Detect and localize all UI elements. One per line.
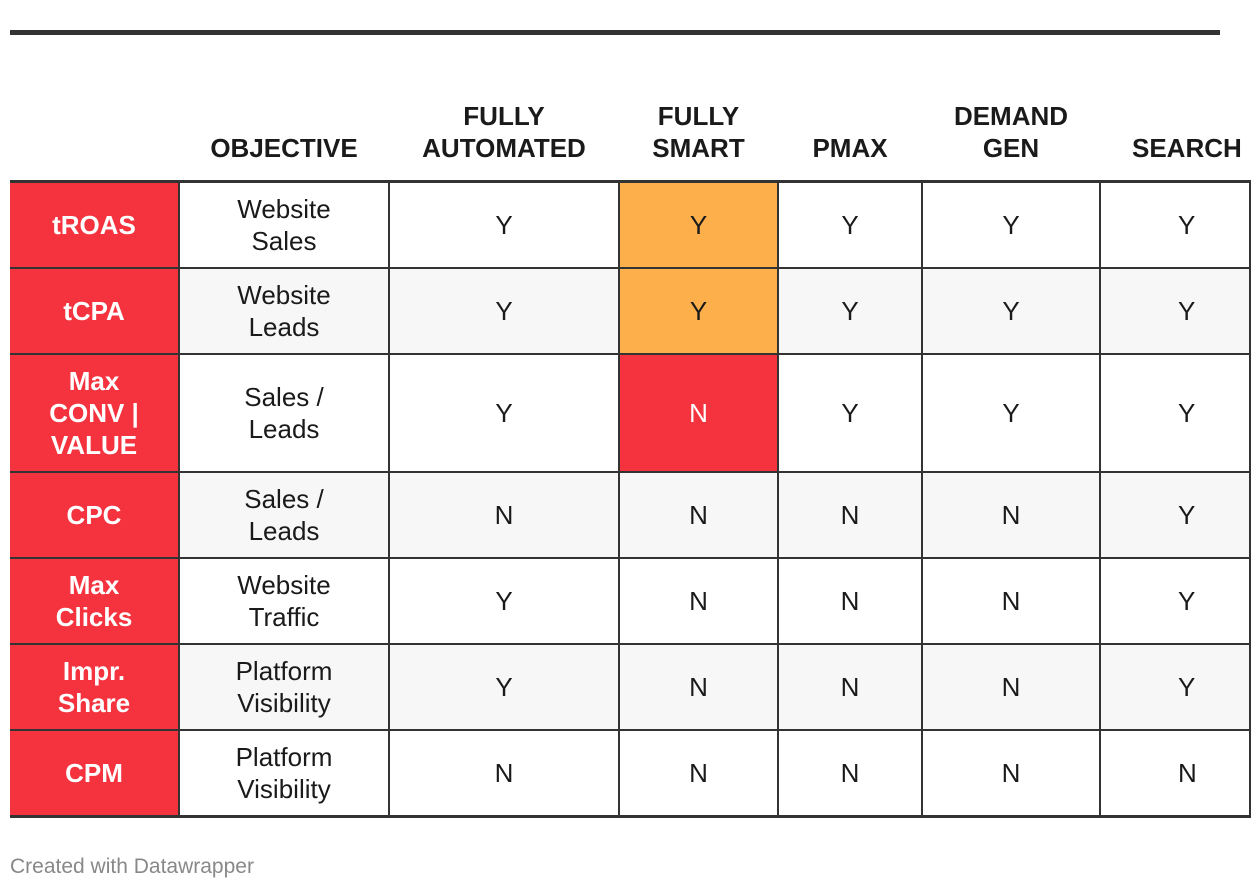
column-header-line: OBJECTIVE bbox=[210, 133, 358, 163]
value-cell: N bbox=[778, 730, 922, 817]
column-header-line: DEMAND bbox=[953, 101, 1069, 131]
column-header-demand-gen[interactable] bbox=[922, 35, 1100, 182]
column-header-fully-smart[interactable] bbox=[619, 35, 778, 182]
objective-cell bbox=[179, 472, 389, 558]
metric-line: CPC bbox=[66, 500, 122, 530]
value-cell: Y bbox=[619, 182, 778, 269]
column-header-line: SEARCH bbox=[1132, 133, 1242, 163]
objective-line: Leads bbox=[248, 414, 320, 444]
metric-line: Max bbox=[68, 570, 120, 600]
table-row bbox=[10, 472, 1250, 558]
metric-cell bbox=[10, 472, 179, 558]
table-row bbox=[10, 268, 1250, 354]
column-header-pmax[interactable] bbox=[778, 35, 922, 182]
objective-line: Website bbox=[237, 280, 331, 310]
objective-line: Leads bbox=[248, 312, 320, 342]
column-header-fully-automated[interactable] bbox=[389, 35, 619, 182]
metric-line: VALUE bbox=[50, 430, 138, 460]
value-cell: Y bbox=[778, 354, 922, 472]
objective-cell bbox=[179, 182, 389, 269]
objective-cell bbox=[179, 558, 389, 644]
value-cell: Y bbox=[619, 268, 778, 354]
objective-cell bbox=[179, 268, 389, 354]
objective-line: Platform bbox=[235, 742, 333, 772]
datawrapper-table-frame bbox=[10, 0, 1242, 892]
objective-line: Sales / bbox=[244, 382, 324, 412]
metric-line: tROAS bbox=[52, 210, 136, 240]
value-cell: Y bbox=[778, 182, 922, 269]
objective-line: Sales bbox=[251, 226, 317, 256]
objective-line: Traffic bbox=[248, 602, 320, 632]
value-cell: N bbox=[922, 644, 1100, 730]
objective-line: Sales / bbox=[244, 484, 324, 514]
metric-cell bbox=[10, 354, 179, 472]
table-row bbox=[10, 730, 1250, 817]
value-cell: N bbox=[778, 644, 922, 730]
value-cell: Y bbox=[922, 268, 1100, 354]
column-header-line: SMART bbox=[652, 133, 745, 163]
objective-cell bbox=[179, 730, 389, 817]
metric-cell bbox=[10, 558, 179, 644]
metric-cell bbox=[10, 268, 179, 354]
metric-line: Share bbox=[57, 688, 131, 718]
value-cell: Y bbox=[1100, 472, 1250, 558]
header-row bbox=[10, 35, 1250, 182]
value-cell: Y bbox=[1100, 558, 1250, 644]
objective-line: Visibility bbox=[237, 688, 331, 718]
value-cell: Y bbox=[389, 644, 619, 730]
value-cell: Y bbox=[389, 182, 619, 269]
value-cell: N bbox=[778, 472, 922, 558]
value-cell: N bbox=[619, 730, 778, 817]
metric-line: CONV | bbox=[49, 398, 139, 428]
metric-line: tCPA bbox=[63, 296, 125, 326]
value-cell: N bbox=[619, 644, 778, 730]
column-header-line: AUTOMATED bbox=[422, 133, 586, 163]
table-row bbox=[10, 182, 1250, 269]
value-cell: N bbox=[1100, 730, 1250, 817]
column-header-line: PMAX bbox=[812, 133, 888, 163]
value-cell: N bbox=[389, 472, 619, 558]
metric-line: CPM bbox=[65, 758, 123, 788]
value-cell: Y bbox=[1100, 268, 1250, 354]
column-header-line: FULLY bbox=[657, 101, 740, 131]
objective-line: Platform bbox=[235, 656, 333, 686]
metric-cell bbox=[10, 730, 179, 817]
objective-line: Website bbox=[237, 194, 331, 224]
metric-cell bbox=[10, 644, 179, 730]
value-cell: Y bbox=[389, 354, 619, 472]
value-cell: Y bbox=[389, 268, 619, 354]
metric-line: Impr. bbox=[62, 656, 126, 686]
value-cell: N bbox=[922, 558, 1100, 644]
value-cell: N bbox=[619, 354, 778, 472]
value-cell: Y bbox=[1100, 354, 1250, 472]
column-header-metric[interactable] bbox=[10, 35, 179, 182]
table-row bbox=[10, 558, 1250, 644]
value-cell: N bbox=[778, 558, 922, 644]
column-header-search[interactable] bbox=[1100, 35, 1250, 182]
value-cell: Y bbox=[1100, 182, 1250, 269]
value-cell: Y bbox=[922, 182, 1100, 269]
value-cell: N bbox=[922, 730, 1100, 817]
value-cell: Y bbox=[778, 268, 922, 354]
bidding-strategy-table bbox=[10, 35, 1251, 818]
column-header-objective[interactable] bbox=[179, 35, 389, 182]
value-cell: Y bbox=[1100, 644, 1250, 730]
value-cell: N bbox=[389, 730, 619, 817]
table-row bbox=[10, 354, 1250, 472]
value-cell: N bbox=[922, 472, 1100, 558]
objective-line: Website bbox=[237, 570, 331, 600]
column-header-line: GEN bbox=[982, 133, 1040, 163]
value-cell: Y bbox=[922, 354, 1100, 472]
table-body bbox=[10, 182, 1250, 817]
objective-cell bbox=[179, 354, 389, 472]
table-row bbox=[10, 644, 1250, 730]
value-cell: N bbox=[619, 472, 778, 558]
footer-credit: Created with Datawrapper bbox=[10, 855, 254, 878]
objective-cell bbox=[179, 644, 389, 730]
value-cell: N bbox=[619, 558, 778, 644]
objective-line: Visibility bbox=[237, 774, 331, 804]
metric-line: Clicks bbox=[55, 602, 133, 632]
metric-line: Max bbox=[68, 366, 120, 396]
objective-line: Leads bbox=[248, 516, 320, 546]
value-cell: Y bbox=[389, 558, 619, 644]
metric-cell bbox=[10, 182, 179, 269]
column-header-line: FULLY bbox=[463, 101, 545, 131]
